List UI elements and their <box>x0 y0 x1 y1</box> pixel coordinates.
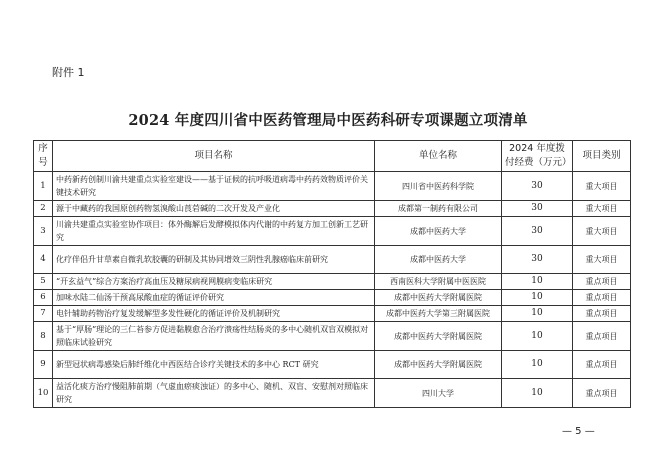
cell-seq: 8 <box>34 322 53 351</box>
cell-unit: 成都中医药大学第三附属医院 <box>375 306 502 322</box>
cell-type: 重点项目 <box>573 274 631 290</box>
table-row <box>34 201 631 217</box>
cell-type: 重点项目 <box>573 306 631 322</box>
cell-fund: 30 <box>502 201 573 217</box>
cell-name: “开玄益气”综合方案治疗高血压及糖尿病视网膜病变临床研究 <box>53 274 375 290</box>
table-row <box>34 351 631 379</box>
cell-seq: 5 <box>34 274 53 290</box>
cell-name: 基于“厚肠”理论的三仁苔参方促进黏膜愈合治疗溃疡性结肠炎的多中心随机双盲双模拟对照临床试验研究 <box>53 322 375 351</box>
cell-fund: 30 <box>502 172 573 201</box>
cell-type: 重点项目 <box>573 379 631 408</box>
header-type: 项目类别 <box>573 141 631 172</box>
table-row <box>34 246 631 274</box>
cell-fund: 10 <box>502 306 573 322</box>
header-seq: 序号 <box>34 141 53 172</box>
cell-type: 重大项目 <box>573 246 631 274</box>
cell-fund: 10 <box>502 379 573 408</box>
cell-fund: 10 <box>502 290 573 306</box>
cell-name: 川渝共建重点实验室协作项目：体外酶解后发酵模拟体内代谢的中药复方加工创新工艺研究 <box>53 217 375 246</box>
cell-type: 重点项目 <box>573 322 631 351</box>
cell-type: 重大项目 <box>573 217 631 246</box>
cell-unit: 成都中医药大学附属医院 <box>375 290 502 306</box>
cell-name: 加味水陆二仙汤干预高尿酸血症的循证评价研究 <box>53 290 375 306</box>
cell-unit: 成都中医药大学 <box>375 246 502 274</box>
cell-seq: 3 <box>34 217 53 246</box>
cell-name: 化疗伴侣升甘草素自微乳软胶囊的研制及其协同增效三阴性乳腺癌临床前研究 <box>53 246 375 274</box>
table-header-row <box>34 141 631 172</box>
cell-unit: 四川省中医药科学院 <box>375 172 502 201</box>
table-row <box>34 172 631 201</box>
cell-unit: 西南医科大学附属中医医院 <box>375 274 502 290</box>
table-row <box>34 217 631 246</box>
cell-name: 中药新药创制川渝共建重点实验室建设——基于证候的抗呼吸道病毒中药药效物质评价关键技术研究 <box>53 172 375 201</box>
cell-name: 电针辅助药物治疗复发缓解型多发性硬化的循证评价及机制研究 <box>53 306 375 322</box>
cell-type: 重点项目 <box>573 290 631 306</box>
cell-seq: 10 <box>34 379 53 408</box>
cell-unit: 成都第一制药有限公司 <box>375 201 502 217</box>
header-fund: 2024 年度拨付经费（万元） <box>502 141 573 172</box>
cell-name: 益活化痰方治疗慢阻肺前期（气虚血瘀痰浊证）的多中心、随机、双盲、安慰剂对照临床研究 <box>53 379 375 408</box>
cell-seq: 7 <box>34 306 53 322</box>
table-row <box>34 322 631 351</box>
cell-seq: 2 <box>34 201 53 217</box>
cell-fund: 10 <box>502 351 573 379</box>
cell-seq: 1 <box>34 172 53 201</box>
cell-fund: 10 <box>502 322 573 351</box>
cell-name: 源于中藏药的我国原创药物氢溴酸山莨菪碱的二次开发及产业化 <box>53 201 375 217</box>
project-table <box>33 140 631 408</box>
cell-type: 重点项目 <box>573 351 631 379</box>
header-name: 项目名称 <box>53 141 375 172</box>
page-title: 2024 年度四川省中医药管理局中医药科研专项课题立项清单 <box>128 112 528 129</box>
cell-seq: 6 <box>34 290 53 306</box>
cell-type: 重大项目 <box>573 172 631 201</box>
cell-unit: 四川大学 <box>375 379 502 408</box>
cell-unit: 成都中医药大学附属医院 <box>375 322 502 351</box>
cell-unit: 成都中医药大学附属医院 <box>375 351 502 379</box>
table-row <box>34 379 631 408</box>
header-unit: 单位名称 <box>375 141 502 172</box>
cell-name: 新型冠状病毒感染后肺纤维化中西医结合诊疗关键技术的多中心 RCT 研究 <box>53 351 375 379</box>
cell-type: 重大项目 <box>573 201 631 217</box>
table-row <box>34 290 631 306</box>
page-number: — 5 — <box>562 426 595 437</box>
cell-fund: 30 <box>502 246 573 274</box>
attachment-label: 附件 1 <box>52 66 85 79</box>
cell-fund: 30 <box>502 217 573 246</box>
cell-seq: 4 <box>34 246 53 274</box>
table-row <box>34 306 631 322</box>
cell-seq: 9 <box>34 351 53 379</box>
cell-fund: 10 <box>502 274 573 290</box>
cell-unit: 成都中医药大学 <box>375 217 502 246</box>
table-row <box>34 274 631 290</box>
